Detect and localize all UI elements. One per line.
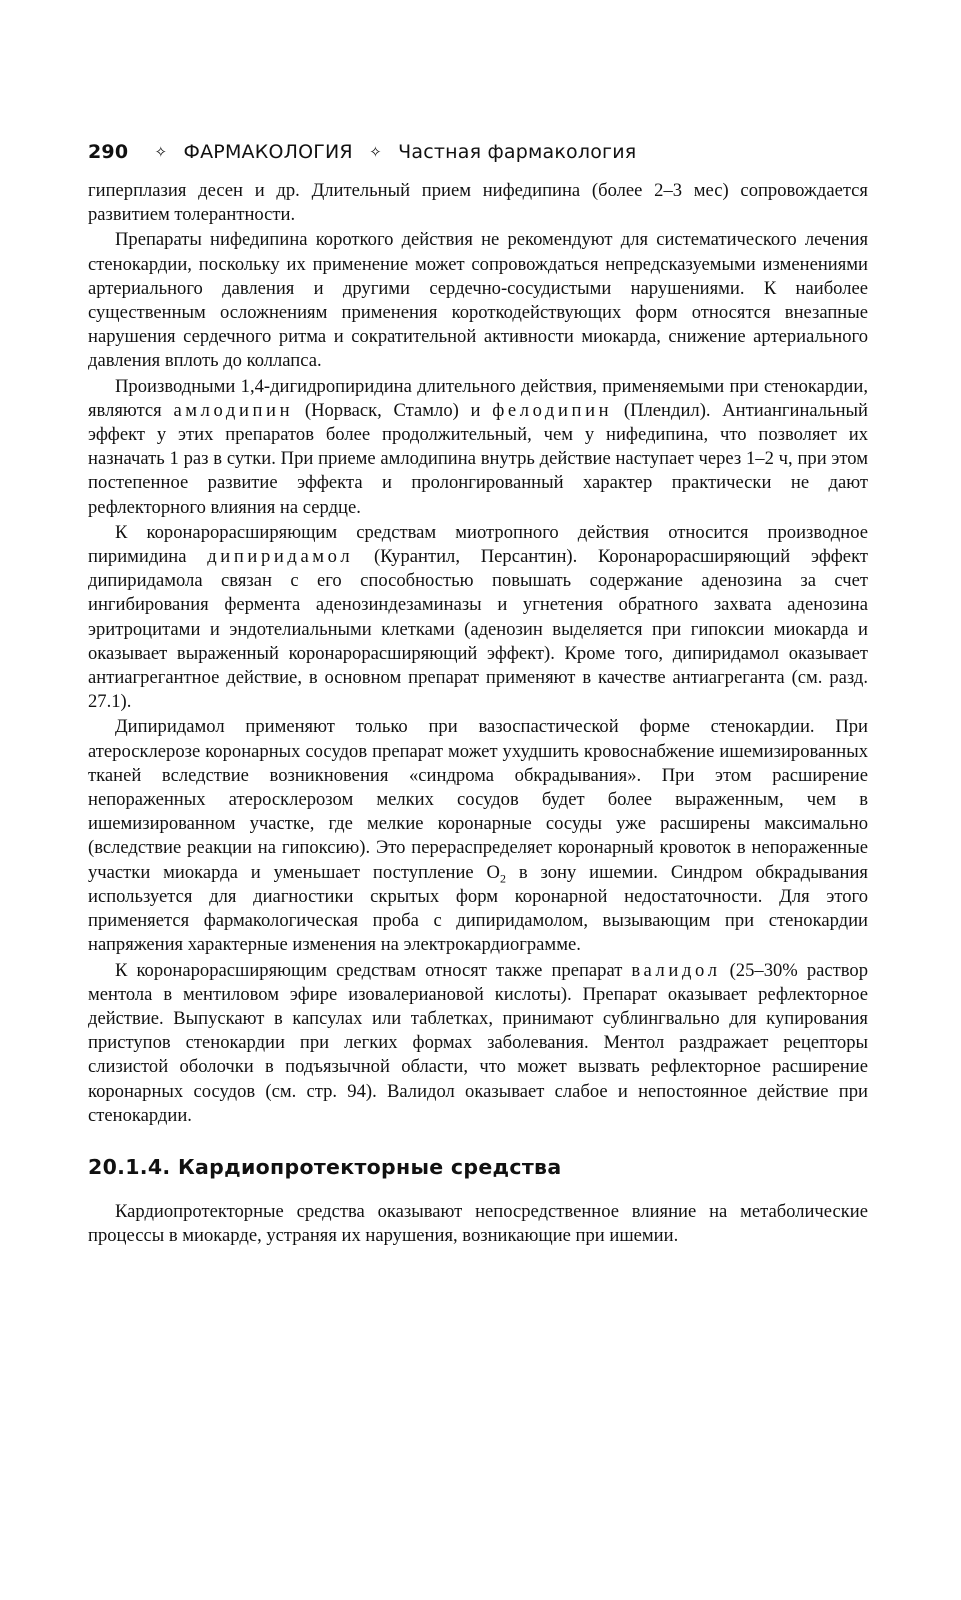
header-section-title: ФАРМАКОЛОГИЯ	[183, 141, 353, 163]
subscript: 2	[499, 871, 506, 886]
text-run: К коронарорасширяющим средствам относят также препарат	[115, 959, 632, 981]
header-separator-icon: ✧	[154, 143, 168, 161]
body-paragraph	[88, 179, 868, 227]
drug-name-emphasis: дипиридамол	[207, 546, 354, 568]
header-subsection-title: Частная фармакология	[398, 141, 637, 163]
running-header	[88, 140, 868, 165]
text-run: Производными 1,4-дигидропиридина длительного действия, применяемыми при стенокардии, являются	[88, 375, 868, 421]
book-page	[88, 140, 868, 1248]
text-run: (Плендил). Антиангинальный эффект у этих препаратов более продолжительный, чем у нифедипина, что позволяет их назначать 1 раз в сутки. При приеме амлодипина внутрь действие наступает через 1–2 ч, при этом постепенное развитие эффекта и пролонгированный характер практически не дают рефлекторного влияния на сердце.	[88, 399, 869, 518]
page-number: 290	[88, 141, 129, 163]
body-paragraph	[88, 521, 868, 715]
drug-name-emphasis: фелодипин	[492, 399, 613, 421]
section-intro-paragraph: Кардиопротекторные средства оказывают непосредственное влияние на метаболические процессы в миокарде, устраняя их нарушения, возникающие при ишемии.	[88, 1200, 868, 1247]
drug-name-emphasis: валидол	[631, 959, 721, 981]
body-paragraph	[88, 228, 868, 373]
text-run: гиперплазия десен и др. Длительный прием нифедипина (более 2–3 мес) сопровождается развитием толерантности.	[88, 180, 868, 226]
text-run: (Норваск, Стамло) и	[293, 399, 493, 421]
text-run: (25–30% раствор ментола в ментиловом эфире изовалериановой кислоты). Препарат оказывает рефлекторное действие. Выпускают в капсулах или таблетках, принимают сублингвально для купирования приступов стенокардии при легких формах заболевания. Ментол раздражает рецепторы слизистой оболочки в подъязычной области, что может вызвать рефлекторное расширение коронарных сосудов (см. стр. 94). Валидол оказывает слабое и непостоянное действие при стенокардии.	[88, 959, 868, 1126]
text-run: Дипиридамол применяют только при вазоспастической форме стенокардии. При атеросклерозе коронарных сосудов препарат может ухудшить кровоснабжение ишемизированных тканей вследствие возникновения «синдрома обкрадывания». При этом расширение непораженных атеросклерозом мелких сосудов будет более выраженным, чем в ишемизированном участке, где мелкие коронарные сосуды уже расширены максимально (вследствие реакции на гипоксию). Это перераспределяет коронарный кровоток в непораженные участки миокарда и уменьшает поступление O	[88, 716, 868, 883]
text-run: в зону ишемии. Синдром обкрадывания используется для диагностики скрытых форм коронарной недостаточности. Для этого применяется фармакологическая проба с дипиридамолом, вызывающим при стенокардии напряжения характерные изменения на электрокардиограмме.	[88, 861, 868, 956]
text-run: (Курантил, Персантин). Коронарорасширяющий эффект дипиридамола связан с его способностью повышать содержание аденозина за счет ингибирования фермента аденозиндезаминазы и угнетения обратного захвата аденозина эритроцитами и эндотелиальными клетками (аденозин выделяется при гипоксии миокарда и оказывает выраженный коронарорасширяющий эффект). Кроме того, дипиридамол оказывает антиагрегантное действие, в основном препарат применяют в качестве антиагреганта (см. разд. 27.1).	[88, 546, 868, 713]
text-run: Препараты нифедипина короткого действия не рекомендуют для систематического лечения стенокардии, поскольку их применение может сопровождаться непредсказуемыми изменениями артериального давления и другими сердечно-сосудистыми нарушениями. К наиболее существенным осложнениям применения короткодействующих форм относятся внезапные нарушения сердечного ритма и сократительной активности миокарда, снижение артериального давления вплоть до коллапса.	[88, 229, 868, 372]
body-paragraph	[88, 959, 868, 1128]
body-paragraph	[88, 375, 868, 520]
body-paragraph	[88, 715, 868, 957]
header-separator-icon: ✧	[369, 143, 382, 161]
drug-name-emphasis: амлодипин	[173, 399, 294, 421]
section-heading: 20.1.4. Кардиопротекторные средства	[88, 1154, 562, 1179]
text-run: К коронарорасширяющим средствам миотропного действия относится производное пиримидина	[88, 521, 868, 568]
